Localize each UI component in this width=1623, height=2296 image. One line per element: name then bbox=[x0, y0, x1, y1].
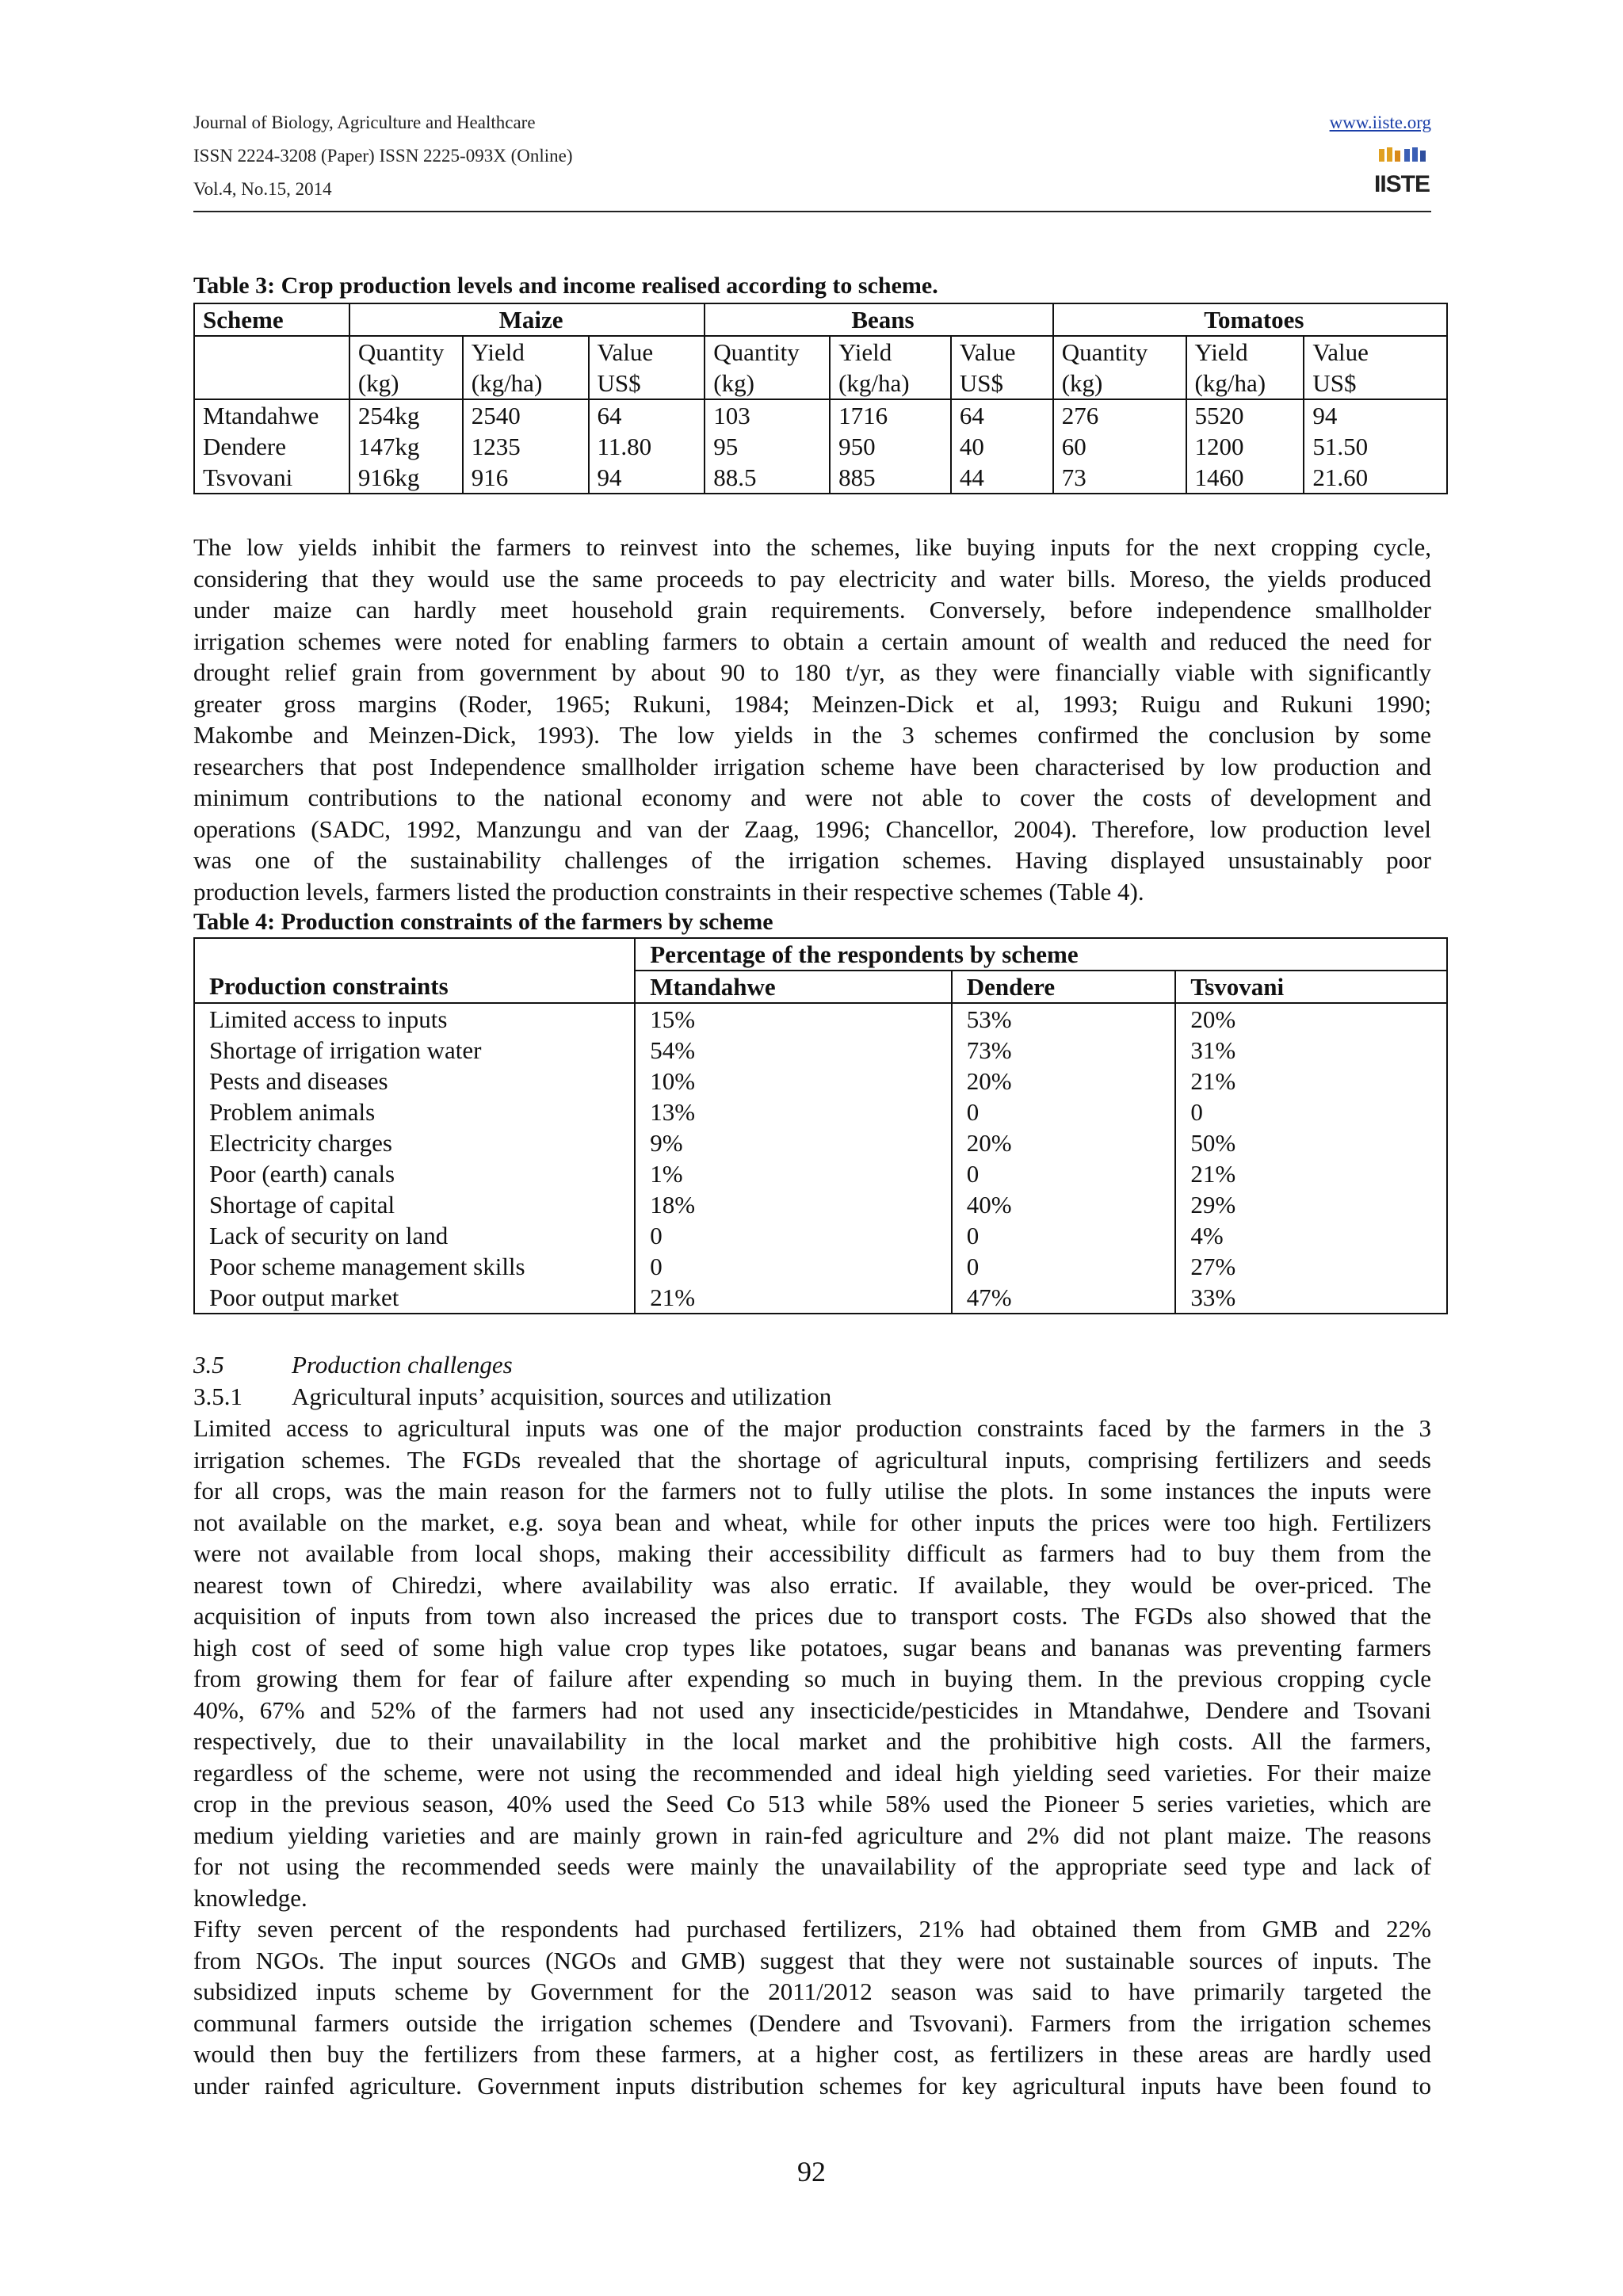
percentage-cell: 0 bbox=[1190, 1098, 1203, 1126]
table-cell: 147kg bbox=[349, 431, 463, 462]
table3-subheader bbox=[589, 336, 705, 399]
text-line: greater gross margins (Roder, 1965; Rukuni, 1984; Meinzen-Dick et al, 1993; Ruigu and Rukuni 1990; bbox=[193, 689, 1431, 718]
subheader-label: Yield bbox=[1194, 338, 1248, 366]
text-line: subsidized inputs scheme by Government for the 2011/2012 season was said to have primarily targeted the bbox=[193, 1978, 1431, 2005]
text-line: knowledge. bbox=[193, 1883, 307, 1912]
text-line: production levels, farmers listed the production constraints in their respective schemes (Table 4). bbox=[193, 877, 1144, 906]
table4-production-constraints bbox=[193, 937, 1448, 1314]
percentage-cell: 20% bbox=[952, 1127, 1176, 1158]
subheader-label: Value bbox=[1312, 338, 1369, 366]
percentage-cell: 0 bbox=[952, 1097, 1176, 1127]
percentage-cell: 1% bbox=[635, 1158, 952, 1189]
percentage-cell: 9% bbox=[635, 1127, 952, 1158]
subheader-unit: (kg/ha) bbox=[1194, 369, 1266, 397]
table3-subheader bbox=[349, 336, 463, 399]
table4-col-tsvovani: Tsvovani bbox=[1190, 973, 1285, 1001]
text-line: 40%, 67% and 52% of the farmers had not used any insecticide/pesticides in Mtandahwe, Dendere and Tsovani bbox=[193, 1695, 1431, 1724]
text-line: from NGOs. The input sources (NGOs and GMB) suggest that they were not sustainable sources of inputs. The bbox=[193, 1946, 1431, 1974]
text-line: high cost of seed of some high value crop types like potatoes, sugar beans and bananas was preventing farmers bbox=[193, 1633, 1431, 1661]
table-row bbox=[194, 1251, 1447, 1282]
section-heading bbox=[193, 1349, 513, 1380]
text-line: regardless of the scheme, were not using the recommended and ideal high yielding seed varieties. For their maize bbox=[193, 1758, 1431, 1787]
percentage-cell: 29% bbox=[1190, 1191, 1236, 1219]
percentage-cell: 21% bbox=[1190, 1160, 1236, 1188]
percentage-cell: 0 bbox=[952, 1220, 1176, 1251]
percentage-cell: 20% bbox=[952, 1066, 1176, 1097]
text-line: acquisition of inputs from town also increased the prices due to transport costs. The FGDs also showed that the bbox=[193, 1602, 1431, 1630]
text-line: were not available from local shops, making their accessibility difficult as farmers had to buy them from the bbox=[193, 1539, 1431, 1567]
journal-title: Journal of Biology, Agriculture and Healthcare bbox=[193, 113, 536, 132]
text-line: from growing them for fear of failure after expending so much in buying them. In the previous cropping cycle bbox=[193, 1665, 1431, 1692]
table4-caption: Table 4: Production constraints of the farmers by scheme bbox=[193, 909, 773, 935]
table-row bbox=[194, 1189, 1447, 1220]
percentage-cell: 21% bbox=[1190, 1067, 1236, 1095]
percentage-cell: 0 bbox=[952, 1158, 1176, 1189]
table-cell: 1235 bbox=[463, 431, 589, 462]
table3-caption: Table 3: Crop production levels and income realised according to scheme. bbox=[193, 273, 938, 299]
constraint-name-cell: Poor scheme management skills bbox=[194, 1251, 635, 1282]
subsection-number: 3.5.1 bbox=[193, 1383, 242, 1410]
constraint-name-cell: Pests and diseases bbox=[194, 1066, 635, 1097]
text-line: irrigation schemes. The FGDs revealed that the shortage of agricultural inputs, comprising fertilizers and seeds bbox=[193, 1445, 1431, 1474]
table-cell: 51.50 bbox=[1304, 431, 1447, 462]
table-cell: 64 bbox=[951, 399, 1053, 431]
text-line: researchers that post Independence smallholder irrigation scheme have been characterised by low production and bbox=[193, 752, 1431, 780]
text-line: operations (SADC, 1992, Manzungu and van der Zaag, 1996; Chancellor, 2004). Therefore, low production level bbox=[193, 814, 1431, 843]
table4-col-dendere: Dendere bbox=[952, 971, 1176, 1003]
text-line: for all crops, was the main reason for the farmers not to fully utilise the plots. In some instances the inputs were bbox=[193, 1477, 1431, 1505]
constraint-name-cell: Poor (earth) canals bbox=[194, 1158, 635, 1189]
table4-col-mtandahwe: Mtandahwe bbox=[635, 971, 952, 1003]
table-row bbox=[194, 1097, 1447, 1127]
text-line: crop in the previous season, 40% used the Seed Co 513 while 58% used the Pioneer 5 series varieties, which are bbox=[193, 1790, 1431, 1817]
subheader-label: Quantity bbox=[713, 338, 800, 366]
percentage-cell: 18% bbox=[635, 1189, 952, 1220]
table-cell: 64 bbox=[589, 399, 705, 431]
text-line: for not using the recommended seeds were mainly the unavailability of the appropriate seed type and lack of bbox=[193, 1852, 1431, 1880]
text-line: irrigation schemes were noted for enabling farmers to obtain a certain amount of wealth and reduced the need for bbox=[193, 627, 1431, 655]
paragraph-fertilizer-sources bbox=[193, 1913, 1431, 2101]
table3-subheader bbox=[830, 336, 951, 399]
text-line: minimum contributions to the national economy and were not able to cover the costs of development and bbox=[193, 784, 1431, 811]
text-line: Makombe and Meinzen-Dick, 1993). The low yields in the 3 schemes confirmed the conclusion by some bbox=[193, 721, 1431, 749]
table-row bbox=[194, 399, 1447, 431]
percentage-cell: 53% bbox=[952, 1003, 1176, 1035]
page-number: 92 bbox=[797, 2156, 826, 2187]
table3-subheader bbox=[951, 336, 1053, 399]
text-line: Limited access to agricultural inputs was one of the major production constraints faced by the farmers in the 3 bbox=[193, 1414, 1431, 1442]
percentage-cell: 31% bbox=[1190, 1036, 1236, 1064]
subheader-label: Quantity bbox=[1061, 338, 1148, 366]
table3-group-maize: Maize bbox=[349, 303, 705, 336]
table-cell: 103 bbox=[705, 399, 830, 431]
iiste-logo bbox=[1374, 146, 1430, 196]
table-cell: 885 bbox=[830, 462, 951, 494]
table-cell: 95 bbox=[705, 431, 830, 462]
constraint-name-cell: Problem animals bbox=[194, 1097, 635, 1127]
table-row bbox=[194, 1158, 1447, 1189]
text-line: considering that they would use the same proceeds to pay electricity and water bills. Moreso, the yields produced bbox=[193, 564, 1431, 593]
table-cell: 94 bbox=[1304, 399, 1447, 431]
subheader-unit: (kg) bbox=[713, 369, 754, 397]
table-cell: 60 bbox=[1053, 431, 1186, 462]
text-line: communal farmers outside the irrigation schemes (Dendere and Tsvovani). Farmers from the irrigation schemes bbox=[193, 2008, 1431, 2037]
percentage-cell: 73% bbox=[952, 1035, 1176, 1066]
subheader-unit: US$ bbox=[1312, 369, 1357, 397]
table3-subheader bbox=[463, 336, 589, 399]
percentage-cell: 10% bbox=[635, 1066, 952, 1097]
paragraph-inputs-acquisition bbox=[193, 1413, 1431, 1913]
table3-crop-production bbox=[193, 303, 1448, 494]
table-row bbox=[194, 431, 1447, 462]
percentage-cell: 15% bbox=[635, 1003, 952, 1035]
subheader-unit: (kg/ha) bbox=[471, 369, 543, 397]
constraint-name-cell: Poor output market bbox=[194, 1282, 635, 1314]
table-row bbox=[194, 462, 1447, 494]
table-cell: 94 bbox=[589, 462, 705, 494]
table3-scheme-header: Scheme bbox=[194, 303, 349, 336]
header-rule bbox=[193, 211, 1431, 212]
subsection-heading bbox=[193, 1381, 831, 1412]
constraint-name-cell: Shortage of capital bbox=[194, 1189, 635, 1220]
subheader-label: Value bbox=[959, 338, 1016, 366]
text-line: The low yields inhibit the farmers to reinvest into the schemes, like buying inputs for the next cropping cycle, bbox=[193, 533, 1431, 561]
percentage-cell: 47% bbox=[952, 1282, 1176, 1314]
table-row bbox=[194, 1035, 1447, 1066]
scheme-name-cell: Dendere bbox=[194, 431, 349, 462]
text-line: medium yielding varieties and are mainly grown in rain-fed agriculture and 2% did not plant maize. The reasons bbox=[193, 1821, 1431, 1849]
table4-group-header: Percentage of the respondents by scheme bbox=[635, 938, 1447, 971]
table-cell: 1200 bbox=[1186, 431, 1304, 462]
constraint-name-cell: Electricity charges bbox=[194, 1127, 635, 1158]
text-line: not available on the market, e.g. soya bean and wheat, while for other inputs the prices were too high. Fertilizers bbox=[193, 1508, 1431, 1536]
journal-url-link[interactable]: www.iiste.org bbox=[1329, 113, 1431, 132]
table3-subheader bbox=[1186, 336, 1304, 399]
percentage-cell: 50% bbox=[1190, 1129, 1236, 1157]
table-row bbox=[194, 1282, 1447, 1314]
table3-subheader bbox=[1053, 336, 1186, 399]
text-line: under maize can hardly meet household grain requirements. Conversely, before independence smallholder bbox=[193, 596, 1431, 624]
table-cell: 276 bbox=[1053, 399, 1186, 431]
text-line: was one of the sustainability challenges of the irrigation schemes. Having displayed unsustainably poor bbox=[193, 846, 1431, 874]
scheme-name-cell: Tsvovani bbox=[194, 462, 349, 494]
table-cell: 40 bbox=[951, 431, 1053, 462]
table-cell: 916kg bbox=[349, 462, 463, 494]
percentage-cell: 0 bbox=[635, 1220, 952, 1251]
constraint-name-cell: Limited access to inputs bbox=[194, 1003, 635, 1035]
table-row bbox=[194, 1127, 1447, 1158]
subheader-label: Yield bbox=[471, 338, 525, 366]
table-cell: 21.60 bbox=[1304, 462, 1447, 494]
table-cell: 44 bbox=[951, 462, 1053, 494]
text-line: respectively, due to their unavailability in the local market and the prohibitive high costs. All the farmers, bbox=[193, 1727, 1431, 1755]
percentage-cell: 4% bbox=[1190, 1222, 1224, 1249]
journal-volume: Vol.4, No.15, 2014 bbox=[193, 179, 332, 199]
constraint-name-cell: Shortage of irrigation water bbox=[194, 1035, 635, 1066]
subheader-unit: US$ bbox=[597, 369, 641, 397]
section-title: Production challenges bbox=[292, 1351, 513, 1379]
subsection-title: Agricultural inputs’ acquisition, sources and utilization bbox=[292, 1383, 832, 1410]
text-line: nearest town of Chiredzi, where availability was also erratic. If available, they would be over-priced. The bbox=[193, 1570, 1431, 1599]
table3-subheader-row bbox=[194, 336, 1447, 399]
percentage-cell: 20% bbox=[1190, 1005, 1236, 1033]
table-cell: 5520 bbox=[1186, 399, 1304, 431]
journal-header bbox=[193, 111, 1431, 214]
table-cell: 1460 bbox=[1186, 462, 1304, 494]
table-row bbox=[194, 1003, 1447, 1035]
table3-group-tomatoes: Tomatoes bbox=[1053, 303, 1447, 336]
table4-constraints-header: Production constraints bbox=[194, 971, 635, 1003]
subheader-label: Value bbox=[597, 338, 654, 366]
subheader-label: Quantity bbox=[357, 338, 445, 366]
table-cell: 1716 bbox=[830, 399, 951, 431]
percentage-cell: 27% bbox=[1190, 1253, 1236, 1280]
percentage-cell: 40% bbox=[952, 1189, 1176, 1220]
subheader-unit: (kg/ha) bbox=[838, 369, 910, 397]
svg-text:IISTE: IISTE bbox=[1374, 171, 1430, 196]
subheader-label: Yield bbox=[838, 338, 892, 366]
percentage-cell: 0 bbox=[952, 1251, 1176, 1282]
subheader-unit: (kg) bbox=[357, 369, 399, 397]
table-cell: 950 bbox=[830, 431, 951, 462]
text-line: under rainfed agriculture. Government inputs distribution schemes for key agricultural inputs have been found to bbox=[193, 2071, 1431, 2100]
table-cell: 2540 bbox=[463, 399, 589, 431]
constraint-name-cell: Lack of security on land bbox=[194, 1220, 635, 1251]
table-cell: 88.5 bbox=[705, 462, 830, 494]
table-row bbox=[194, 1066, 1447, 1097]
table3-subheader bbox=[1304, 336, 1447, 399]
journal-issn: ISSN 2224-3208 (Paper) ISSN 2225-093X (Online) bbox=[193, 146, 573, 166]
table3-scheme-subheader bbox=[194, 336, 349, 399]
table-cell: 11.80 bbox=[589, 431, 705, 462]
subheader-unit: (kg) bbox=[1061, 369, 1103, 397]
text-line: drought relief grain from government by about 90 to 180 t/yr, as they were financially viable with significantly bbox=[193, 658, 1431, 686]
percentage-cell: 13% bbox=[635, 1097, 952, 1127]
paragraph-low-yields bbox=[193, 532, 1431, 907]
section-number: 3.5 bbox=[193, 1351, 224, 1379]
percentage-cell: 54% bbox=[635, 1035, 952, 1066]
table3-subheader bbox=[705, 336, 830, 399]
text-line: Fifty seven percent of the respondents had purchased fertilizers, 21% had obtained them from GMB and 22% bbox=[193, 1915, 1431, 1943]
table-row bbox=[194, 1220, 1447, 1251]
table3-group-beans: Beans bbox=[705, 303, 1052, 336]
table-cell: 916 bbox=[463, 462, 589, 494]
subheader-unit: US$ bbox=[959, 369, 1004, 397]
percentage-cell: 33% bbox=[1190, 1283, 1236, 1311]
text-line: would then buy the fertilizers from these farmers, at a higher cost, as fertilizers in these areas are hardly used bbox=[193, 2040, 1431, 2068]
table3-body bbox=[194, 399, 1447, 494]
table-cell: 254kg bbox=[349, 399, 463, 431]
scheme-name-cell: Mtandahwe bbox=[194, 399, 349, 431]
table4-body bbox=[194, 1003, 1447, 1314]
table-cell: 73 bbox=[1053, 462, 1186, 494]
percentage-cell: 21% bbox=[635, 1282, 952, 1314]
percentage-cell: 0 bbox=[635, 1251, 952, 1282]
